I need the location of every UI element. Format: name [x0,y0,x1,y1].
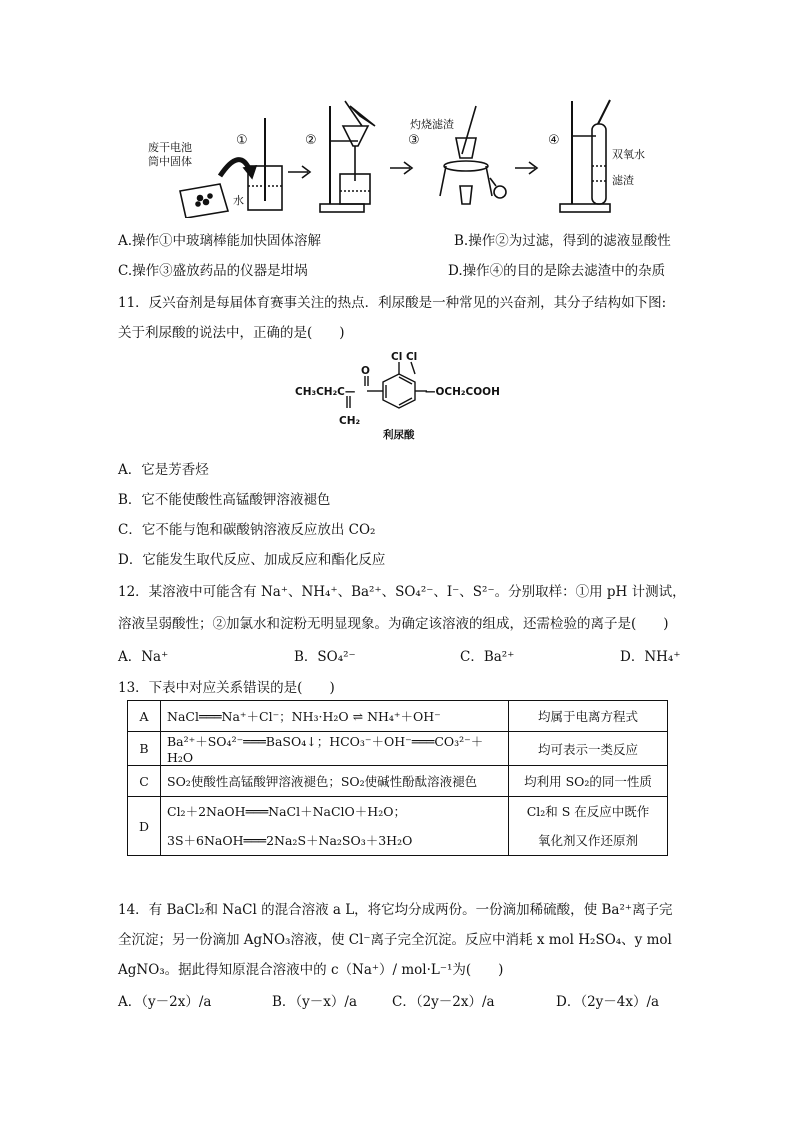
table-row [128,701,668,732]
q11-stem-line-1: 11．反兴奋剂是每届体育赛事关注的热点．利尿酸是一种常见的兴奋剂，其分子结构如下图: [118,295,667,311]
q13-table [127,700,668,856]
q11-o-top: O [361,365,370,377]
q13-row-a-label[interactable]: A [128,701,161,732]
q10-option-a[interactable]: A.操作①中玻璃棒能加快固体溶解 [118,233,322,249]
q10-label-solid-1: 废干电池 [148,141,192,154]
q11-stem-line-2: 关于利尿酸的说法中，正确的是( ) [118,325,345,341]
q13-row-d-note-1: Cl₂和 S 在反应中既作 [526,804,650,819]
q11-option-b[interactable]: B．它不能使酸性高锰酸钾溶液褪色 [118,492,331,508]
q10-step-4: ④ [548,133,560,148]
q13-row-c-equation: SO₂使酸性高锰酸钾溶液褪色；SO₂使碱性酚酞溶液褪色 [161,766,509,797]
q12-option-c[interactable]: C．Ba²⁺ [460,649,515,665]
q11-molecule-name: 利尿酸 [383,429,415,441]
q11-option-c[interactable]: C．它不能与饱和碳酸钠溶液反应放出 CO₂ [118,522,376,538]
table-row [128,797,668,856]
q13-row-d-label[interactable]: D [128,797,161,856]
q12-option-d[interactable]: D．NH₄⁺ [620,649,681,665]
q11-cl: Cl Cl [391,352,418,363]
q13-row-d-note-2: 氧化剂又作还原剂 [537,833,638,848]
q13-row-b-equation: Ba²⁺＋SO₄²⁻═══BaSO₄↓；HCO₃⁻＋OH⁻═══CO₃²⁻＋H₂O [161,732,509,766]
q13-stem: 13．下表中对应关系错误的是( ) [118,680,335,696]
q13-row-c-label[interactable]: C [128,766,161,797]
q13-row-d-notes [509,797,668,856]
q10-option-b[interactable]: B.操作②为过滤，得到的滤液显酸性 [454,233,671,249]
table-row [128,732,668,766]
q10-label-water: 水 [233,194,244,207]
q10-label-solid-2: 筒中固体 [148,155,192,168]
table-row [128,766,668,797]
q12-option-b[interactable]: B．SO₄²⁻ [294,649,356,665]
q12-stem-line-2: 溶液呈弱酸性；②加氯水和淀粉无明显现象。为确定该溶液的组成，还需检验的离子是( ) [118,616,669,632]
q14-option-d[interactable]: D．（2y－4x）/a [556,994,660,1010]
q10-step-3: ③ [408,133,420,148]
q13-row-a-note: 均属于电离方程式 [509,701,668,732]
q13-row-b-label[interactable]: B [128,732,161,766]
q10-option-c[interactable]: C.操作③盛放药品的仪器是坩埚 [118,263,308,279]
q10-label-h2o2: 双氧水 [612,148,645,161]
q12-option-a[interactable]: A．Na⁺ [118,649,169,665]
q13-row-d-equation-2: 3S＋6NaOH═══2Na₂S＋Na₂SO₃＋3H₂O [167,833,413,848]
q10-apparatus-figure [140,96,680,218]
q13-row-c-note: 均利用 SO₂的同一性质 [509,766,668,797]
q11-left-group: CH₃CH₂C— [295,386,356,398]
q11-right-group: —OCH₂COOH [425,386,500,398]
q10-option-d[interactable]: D.操作④的目的是除去滤渣中的杂质 [448,263,666,279]
q12-stem-line-1: 12．某溶液中可能含有 Na⁺、NH₄⁺、Ba²⁺、SO₄²⁻、I⁻、S²⁻。分别取样：①用 pH 计测试， [118,584,686,600]
q10-label-residue: 滤渣 [612,174,634,187]
q14-stem-line-2: 全沉淀；另一份滴加 AgNO₃溶液，使 Cl⁻离子完全沉淀。反应中消耗 x mol H₂SO₄、y mol [118,932,672,948]
q14-option-a[interactable]: A．（y－2x）/a [118,994,212,1010]
q14-option-b[interactable]: B．（y－x）/a [272,994,358,1010]
q10-step-1: ① [236,133,248,148]
q13-row-d-equation-1: Cl₂＋2NaOH═══NaCl＋NaClO＋H₂O； [167,804,406,819]
q14-stem-line-3: AgNO₃。据此得知原混合溶液中的 c（Na⁺）/ mol·L⁻¹为( ) [118,962,504,978]
q10-step-2: ② [305,133,317,148]
q11-ch2: CH₂ [339,415,361,427]
q10-label-burn: 灼烧滤渣 [410,118,454,131]
q13-row-b-note: 均可表示一类反应 [509,732,668,766]
q11-option-a[interactable]: A．它是芳香烃 [118,462,209,478]
q11-structure-figure [295,352,505,444]
q13-row-d-equations [161,797,509,856]
q14-option-c[interactable]: C．（2y－2x）/a [392,994,495,1010]
q14-stem-line-1: 14．有 BaCl₂和 NaCl 的混合溶液 a L，将它均分成两份。一份滴加稀硫酸，使 Ba²⁺离子完 [118,902,673,918]
q11-option-d[interactable]: D．它能发生取代反应、加成反应和酯化反应 [118,552,386,568]
q13-row-a-equation: NaCl═══Na⁺＋Cl⁻；NH₃·H₂O ⇌ NH₄⁺＋OH⁻ [161,701,509,732]
